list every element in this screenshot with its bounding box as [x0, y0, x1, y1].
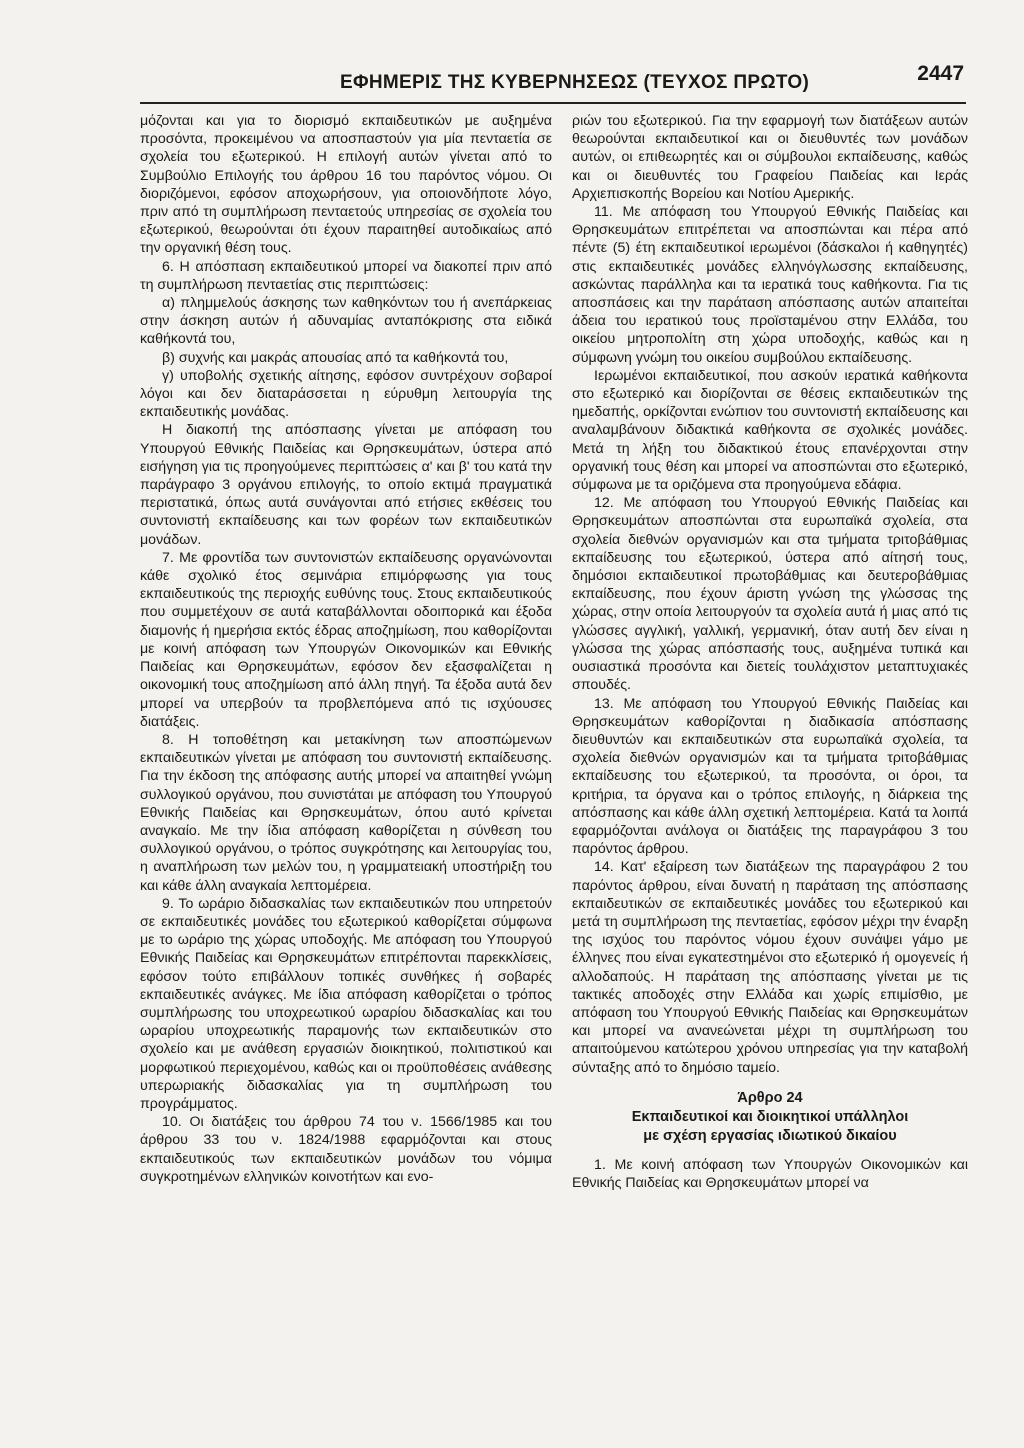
- paragraph: 10. Οι διατάξεις του άρθρου 74 του ν. 1566/1985 και του άρθρου 33 του ν. 1824/1988 εφαρμόζονται και στους εκπαιδευτικούς των εκπαιδευτικών μονάδων του νόμιμα συγκροτημένων ελληνικών κοινοτήτων και ενο-: [140, 1114, 552, 1185]
- article-subtitle-line: με σχέση εργασίας ιδιωτικού δικαίου: [643, 1127, 897, 1144]
- list-item: γ) υποβολής σχετικής αίτησης, εφόσον συντρέχουν σοβαροί λόγοι και δεν διαταράσσεται η εύρυθμη λειτουργία της εκπαιδευτικής μονάδας.: [140, 367, 552, 421]
- paragraph: 13. Με απόφαση του Υπουργού Εθνικής Παιδείας και Θρησκευμάτων καθορίζονται η διαδικασία απόσπασης διευθυντών και εκπαιδευτικών στα ευρωπαϊκά σχολεία, τα σχολεία διεθνών οργανισμών και τα τμήματα τριτοβάθμιας εκπαίδευσης του εξωτερικού, τα προσόντα, οι όροι, τα κριτήρια, τα όργανα και ο τρόπος επιλογής, η διάρκεια της απόσπασης και κάθε άλλη σχετική λεπτομέρεια. Κατά τα λοιπά εφαρμόζονται ανάλογα οι διατάξεις της παραγράφου 3 του παρόντος άρθρου.: [572, 695, 968, 858]
- paragraph: 11. Με απόφαση του Υπουργού Εθνικής Παιδείας και Θρησκευμάτων επιτρέπεται να αποσπώνται και πέρα από πέντε (5) έτη εκπαιδευτικοί ιερωμένοι (δάσκαλοι ή καθηγητές) στις εκπαιδευτικές μονάδες ελληνόγλωσσης εκπαίδευσης, ασκώντας παράλληλα και τα ιερατικά τους καθήκοντα. Για τις αποσπάσεις και την παράταση απόσπασης αυτών απαιτείται άδεια του ιερατικού τους προϊσταμένου στην Ελλάδα, του οικείου μητροπολίτη στη χώρα υποδοχής, καθώς και η σύμφωνη γνώμη του οικείου συμβούλου εκπαίδευσης.: [572, 204, 968, 366]
- paragraph: 1. Με κοινή απόφαση των Υπουργών Οικονομικών και Εθνικής Παιδείας και Θρησκευμάτων μπορεί να: [572, 1156, 968, 1191]
- paragraph: 7. Με φροντίδα των συντονιστών εκπαίδευσης οργανώνονται κάθε σχολικό έτος σεμινάρια επιμόρφωσης για τους εκπαιδευτικούς της περιοχής ευθύνης τους. Στους εκπαιδευτικούς που συμμετέχουν σε αυτά καταβάλλονται οδοιπορικά και έξοδα διαμονής ή ημερήσια εκτός έδρας αποζημίωση, που καθορίζονται με κοινή απόφαση των Υπουργών Οικονομικών και Εθνικής Παιδείας και Θρησκευμάτων, εφόσον δεν εξασφαλίζεται η οικονομική τους αποζημίωση από άλλη πηγή. Τα έξοδα αυτά δεν μπορεί να υπερβούν τα προβλεπόμενα από τις ισχύουσες διατάξεις.: [140, 549, 552, 730]
- paragraph: ριών του εξωτερικού. Για την εφαρμογή των διατάξεων αυτών θεωρούνται εκπαιδευτικοί και οι διευθυντές των μονάδων αυτών, οι επιθεωρητές και οι σύμβουλοι εκπαίδευσης, καθώς και οι διευθυντές του Γραφείου Παιδείας και Ιεράς Αρχιεπισκοπής Βορείου και Νοτίου Αμερικής.: [572, 113, 968, 202]
- page-number: 2447: [917, 62, 964, 85]
- paragraph: μόζονται και για το διορισμό εκπαιδευτικών με αυξημένα προσόντα, προκειμένου να αποσπαστούν για μία πενταετία σε σχολεία του εξωτερικού. Η επιλογή αυτών γίνεται από το Συμβούλιο Επιλογής του άρθρου 16 του παρόντος νόμου. Οι διοριζόμενοι, εφόσον αποχωρήσουν, για οποιονδήποτε λόγο, πριν από τη συμπλήρωση πενταετούς υπηρεσίας σε σχολεία του εξωτερικού, θεωρούνται ότι έχουν παραιτηθεί αυτοδικαίως από την οργανική θέση τους.: [140, 113, 552, 257]
- paragraph: 12. Με απόφαση του Υπουργού Εθνικής Παιδείας και Θρησκευμάτων αποσπώνται στα ευρωπαϊκά σχολεία, στα σχολεία διεθνών οργανισμών και στα τμήματα τριτοβάθμιας εκπαίδευσης του εξωτερικού, ύστερα από αίτησή τους, δημόσιοι εκπαιδευτικοί πρωτοβάθμιας και δευτεροβάθμιας εκπαίδευσης, που έχουν άριστη γνώση της γλώσσας της χώρας, στην οποία λειτουργούν τα σχολεία αυτά ή μιας από τις γλώσσες αγγλική, γαλλική, γερμανική, όταν αυτή δεν είναι η γλώσσα της χώρας απόσπασής τους, αυξημένα τυπικά και ουσιαστικά προσόντα και διετείς τουλάχιστον μεταπτυχιακές σπουδές.: [572, 495, 968, 694]
- paragraph: 9. Το ωράριο διδασκαλίας των εκπαιδευτικών που υπηρετούν σε εκπαιδευτικές μονάδες του εξωτερικού καθορίζεται σύμφωνα με το ωράριο της χώρας υποδοχής. Με απόφαση του Υπουργού Εθνικής Παιδείας και Θρησκευμάτων επιτρέπονται παρεκκλίσεις, εφόσον τούτο επιβάλλουν τοπικές συνθήκες ή σοβαρές εκπαιδευτικές ανάγκες. Με ίδια απόφαση καθορίζεται ο τρόπος συμπλήρωσης του υποχρεωτικού ωραρίου διδασκαλίας και του ωραρίου υποχρεωτικής παραμονής των εκπαιδευτικών στο σχολείο και με ανάθεση εργασιών διοικητικού, πολιτιστικού και μορφωτικού περιεχομένου, καθώς και οι προϋποθέσεις ανάθεσης υπερωριακής διδασκαλίας για τη συμπλήρωση του προγράμματος.: [140, 895, 552, 1112]
- list-item: β) συχνής και μακράς απουσίας από τα καθήκοντά του,: [162, 349, 509, 366]
- list-item: α) πλημμελούς άσκησης των καθηκόντων του ή ανεπάρκειας στην άσκηση αυτών ή αδυναμίας ανταπόκρισης στα ειδικά καθήκοντά του,: [140, 295, 552, 348]
- article-subtitle-line: Εκπαιδευτικοί και διοικητικοί υπάλληλοι: [631, 1108, 909, 1125]
- paragraph: Η διακοπή της απόσπασης γίνεται με απόφαση του Υπουργού Εθνικής Παιδείας και Θρησκευμάτων, ύστερα από εισήγηση για τις προηγούμενες περιπτώσεις α' και β' του κατά την παράγραφο 3 οργάνου επιλογής, το οποίο εκτιμά πραγματικά περιστατικά, όπως αυτά συνάγονται από ετήσιες εκθέσεις του συντονιστή εκπαίδευσης και των φορέων των εκπαιδευτικών μονάδων.: [140, 422, 552, 548]
- right-column: [572, 112, 968, 1192]
- article-subtitle: [572, 1108, 968, 1146]
- paragraph: 14. Κατ' εξαίρεση των διατάξεων της παραγράφου 2 του παρόντος άρθρου, είναι δυνατή η παράταση της απόσπασης εκπαιδευτικών σε εκπαιδευτικές μονάδες του εξωτερικού και μετά τη συμπλήρωση της πενταετίας, εφόσον μέχρι την έναρξη της ισχύος του παρόντος νόμου έχουν συνάψει γάμο με έλληνες που είναι εγκατεστημένοι στο εξωτερικό ή ομογενείς ή αλλοδαπούς. Η παράταση της απόσπασης γίνεται με τις τακτικές αποδοχές στην Ελλάδα και χωρίς επιμίσθιο, με απόφαση του Υπουργού Εθνικής Παιδείας και Θρησκευμάτων και μπορεί να ανανεώνεται μέχρι τη συμπλήρωση του απαιτούμενου κατώτερου χρόνου υπηρεσίας για την καταβολή σύνταξης από το δημόσιο ταμείο.: [572, 859, 968, 1076]
- paragraph: 6. Η απόσπαση εκπαιδευτικού μπορεί να διακοπεί πριν από τη συμπλήρωση πενταετίας στις περιπτώσεις:: [140, 258, 552, 293]
- paragraph: Ιερωμένοι εκπαιδευτικοί, που ασκούν ιερατικά καθήκοντα στο εξωτερικό και διορίζονται σε θέσεις εκπαιδευτικών της ημεδαπής, ορκίζονται ενώπιον του συντονιστή εκπαίδευσης και αναλαμβάνουν διδακτικά καθήκοντα σε σχολικές μονάδες. Μετά τη λήξη του διδακτικού έτους επανέρχονται στην οργανική τους θέση και μπορεί να αποσπώνται στο εξωτερικό, σύμφωνα με τα οριζόμενα στα προηγούμενα εδάφια.: [572, 367, 968, 494]
- paragraph: 8. Η τοποθέτηση και μετακίνηση των αποσπώμενων εκπαιδευτικών γίνεται με απόφαση του συντονιστή εκπαίδευσης. Για την έκδοση της απόφασης αυτής μπορεί να απαιτηθεί γνώμη συλλογικού οργάνου, που συνιστάται με απόφαση του Υπουργού Εθνικής Παιδείας και Θρησκευμάτων, όπου αυτό κρίνεται αναγκαίο. Με την ίδια απόφαση καθορίζεται η σύνθεση του συλλογικού οργάνου, ο τρόπος συγκρότησης και λειτουργίας του, η αναπλήρωση των μελών του, η γραμματειακή υποστήριξη του και κάθε άλλη αναγκαία λεπτομέρεια.: [140, 731, 552, 894]
- page-header: [140, 62, 966, 104]
- gazette-title: ΕΦΗΜΕΡΙΣ ΤΗΣ ΚΥΒΕΡΝΗΣΕΩΣ (ΤΕΥΧΟΣ ΠΡΩΤΟ): [340, 72, 810, 93]
- left-column: [140, 112, 552, 1186]
- article-title: Άρθρο 24: [737, 1089, 803, 1106]
